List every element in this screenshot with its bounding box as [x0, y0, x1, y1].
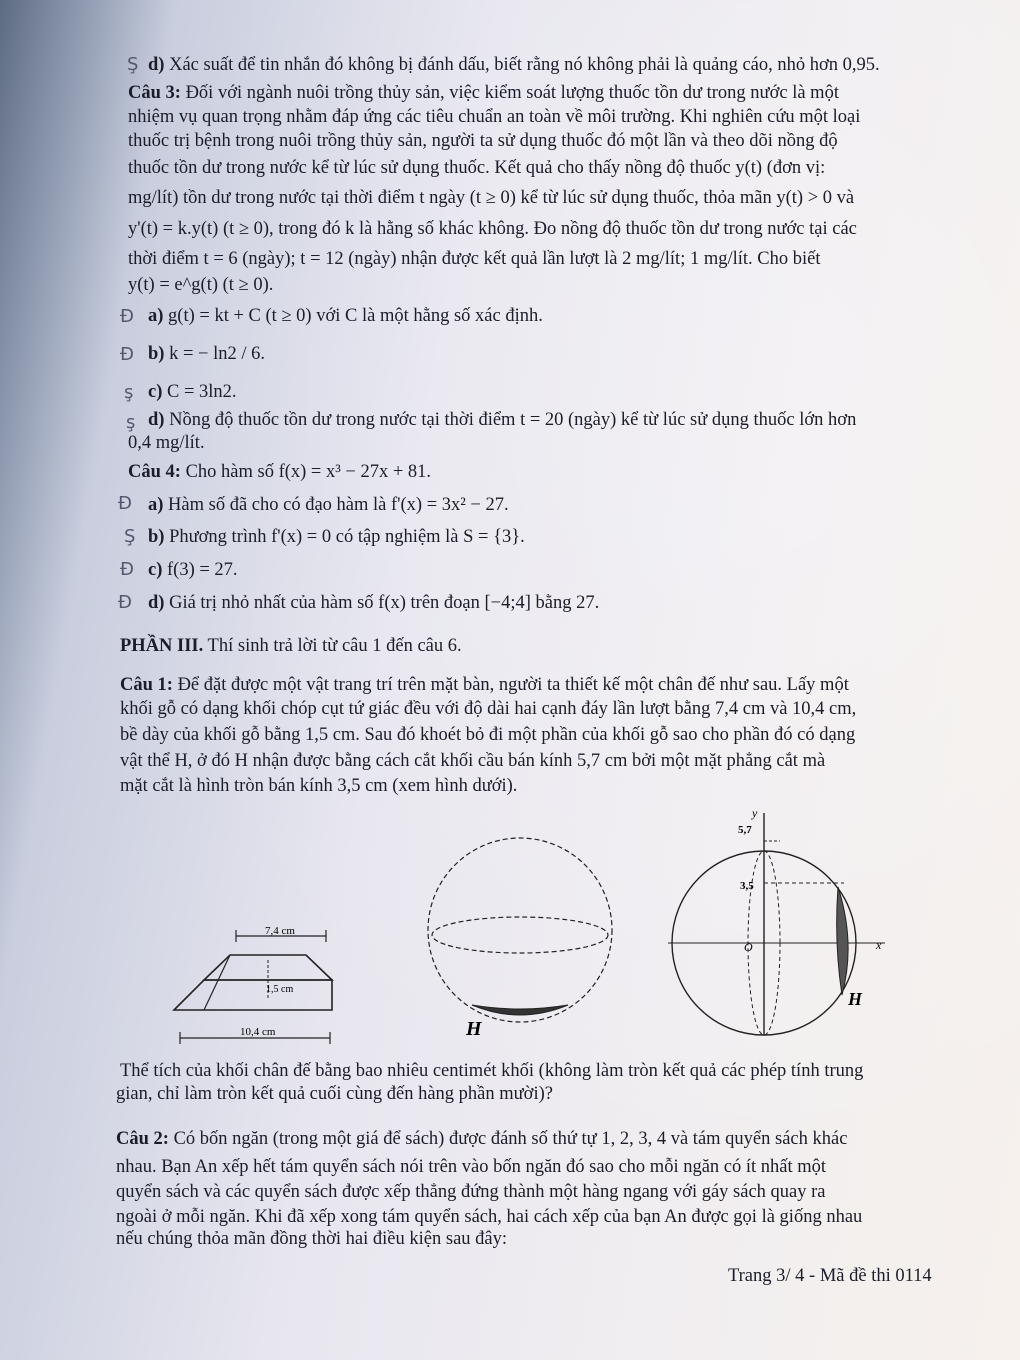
frustum-figure — [170, 920, 340, 1050]
tick-57-label: 5,7 — [738, 824, 752, 836]
pencil-mark: Ş — [124, 526, 136, 547]
text-line: y'(t) = k.y(t) (t ≥ 0), trong đó k là hằng số khác không. Đo nồng độ thuốc tồn dư trong nước tại các — [128, 219, 857, 239]
pencil-mark: ş — [124, 382, 134, 403]
top-edge-label: 7,4 cm — [265, 925, 295, 937]
text-line: vật thể H, ở đó H nhận được bằng cách cắt khối cầu bán kính 5,7 cm bởi một mặt phẳng cắt mà — [120, 751, 826, 771]
text-line: c) f(3) = 27. — [148, 560, 238, 580]
tick-35-label: 3,5 — [740, 880, 754, 892]
text-line: c) C = 3ln2. — [148, 382, 237, 402]
pencil-mark: Đ — [120, 559, 134, 580]
y-axis-label: y — [752, 806, 758, 820]
text-line: a) Hàm số đã cho có đạo hàm là f'(x) = 3x² − 27. — [148, 495, 509, 515]
pencil-mark: Ş — [127, 54, 139, 75]
text-line: Câu 1: Để đặt được một vật trang trí trên mặt bàn, người ta thiết kế một chân đế như sau. Lấy một — [120, 675, 849, 695]
pencil-mark: Đ — [118, 493, 132, 514]
text-line: b) k = − ln2 / 6. — [148, 344, 265, 364]
text-line: d) Giá trị nhỏ nhất của hàm số f(x) trên đoạn [−4;4] bằng 27. — [148, 593, 600, 613]
text-line: PHẦN III. Thí sinh trả lời từ câu 1 đến câu 6. — [120, 636, 462, 656]
pencil-mark: Đ — [118, 592, 132, 613]
text-line: nhau. Bạn An xếp hết tám quyển sách nói trên vào bốn ngăn đó sao cho mỗi ngăn có ít nhất một — [116, 1157, 827, 1177]
axes-sphere-figure — [660, 805, 900, 1040]
text-line: 0,4 mg/lít. — [128, 433, 205, 453]
text-line: Thể tích của khối chân đế bằng bao nhiêu centimét khối (không làm tròn kết quả các phép tính trung — [120, 1061, 864, 1081]
bottom-edge-label: 10,4 cm — [240, 1026, 276, 1038]
sphere-figure — [420, 835, 620, 1045]
text-line: a) g(t) = kt + C (t ≥ 0) với C là một hằng số xác định. — [148, 306, 543, 326]
text-line: nếu chúng thỏa mãn đồng thời hai điều kiện sau đây: — [116, 1229, 508, 1249]
pencil-mark: Đ — [120, 344, 134, 365]
text-line: mặt cắt là hình tròn bán kính 3,5 cm (xem hình dưới). — [120, 776, 518, 796]
text-line: gian, chỉ làm tròn kết quả cuối cùng đến hàng phần mười)? — [116, 1084, 553, 1104]
text-line: Câu 2: Có bốn ngăn (trong một giá để sách) được đánh số thứ tự 1, 2, 3, 4 và tám quyển sách khác — [116, 1129, 848, 1149]
text-line: quyển sách và các quyển sách được xếp thẳng đứng thành một hàng ngang với gáy sách quay ra — [116, 1182, 826, 1202]
text-line: Câu 4: Cho hàm số f(x) = x³ − 27x + 81. — [128, 462, 432, 482]
pencil-mark: Đ — [120, 306, 134, 327]
text-line: d) Nồng độ thuốc tồn dư trong nước tại thời điểm t = 20 (ngày) kể từ lúc sử dụng thuốc lớn hơn — [148, 410, 857, 430]
solid-h-label: H — [466, 1018, 482, 1040]
text-line: nhiệm vụ quan trọng nhằm đáp ứng các tiêu chuẩn an toàn về môi trường. Khi nghiên cứu một loại — [128, 107, 861, 127]
origin-label: O — [744, 940, 753, 954]
text-line: mg/lít) tồn dư trong nước tại thời điểm t ngày (t ≥ 0) kể từ lúc sử dụng thuốc, thỏa mãn y(t) > 0 và — [128, 188, 855, 208]
text-line: Câu 3: Đối với ngành nuôi trồng thủy sản, việc kiểm soát lượng thuốc tồn dư trong nước là một — [128, 83, 839, 103]
text-line: thuốc trị bệnh trong nuôi trồng thủy sản, người ta sử dụng thuốc đó một lần và theo dõi nồng độ — [128, 131, 838, 151]
text-line: thuốc tồn dư trong nước kể từ lúc sử dụng thuốc. Kết quả cho thấy nồng độ thuốc y(t) (đơn vị: — [128, 158, 826, 178]
text-line: thời điểm t = 6 (ngày); t = 12 (ngày) nhận được kết quả lần lượt là 2 mg/lít; 1 mg/lít. Cho biết — [128, 249, 821, 269]
solid-h-label-2: H — [848, 989, 863, 1009]
pencil-mark: ş — [126, 412, 136, 433]
text-line: d) Xác suất để tin nhắn đó không bị đánh dấu, biết rằng nó không phải là quảng cáo, nhỏ hơn 0,95. — [148, 55, 880, 75]
height-label: 1,5 cm — [266, 984, 294, 995]
text-line: bề dày của khối gỗ bằng 1,5 cm. Sau đó khoét bỏ đi một phần của khối gỗ sao cho phần đó có dạng — [120, 725, 856, 745]
page-footer: Trang 3/ 4 - Mã đề thi 0114 — [728, 1266, 932, 1286]
text-line: khối gỗ có dạng khối chóp cụt tứ giác đều với độ dài hai cạnh đáy lần lượt bằng 7,4 cm và 10,4 cm, — [120, 699, 857, 719]
x-axis-label: x — [876, 938, 882, 952]
text-line: y(t) = e^g(t) (t ≥ 0). — [128, 275, 274, 295]
text-line: ngoài ở mỗi ngăn. Khi đã xếp xong tám quyển sách, hai cách xếp của bạn An được gọi là giống nhau — [116, 1207, 863, 1227]
text-line: b) Phương trình f'(x) = 0 có tập nghiệm là S = {3}. — [148, 527, 525, 547]
